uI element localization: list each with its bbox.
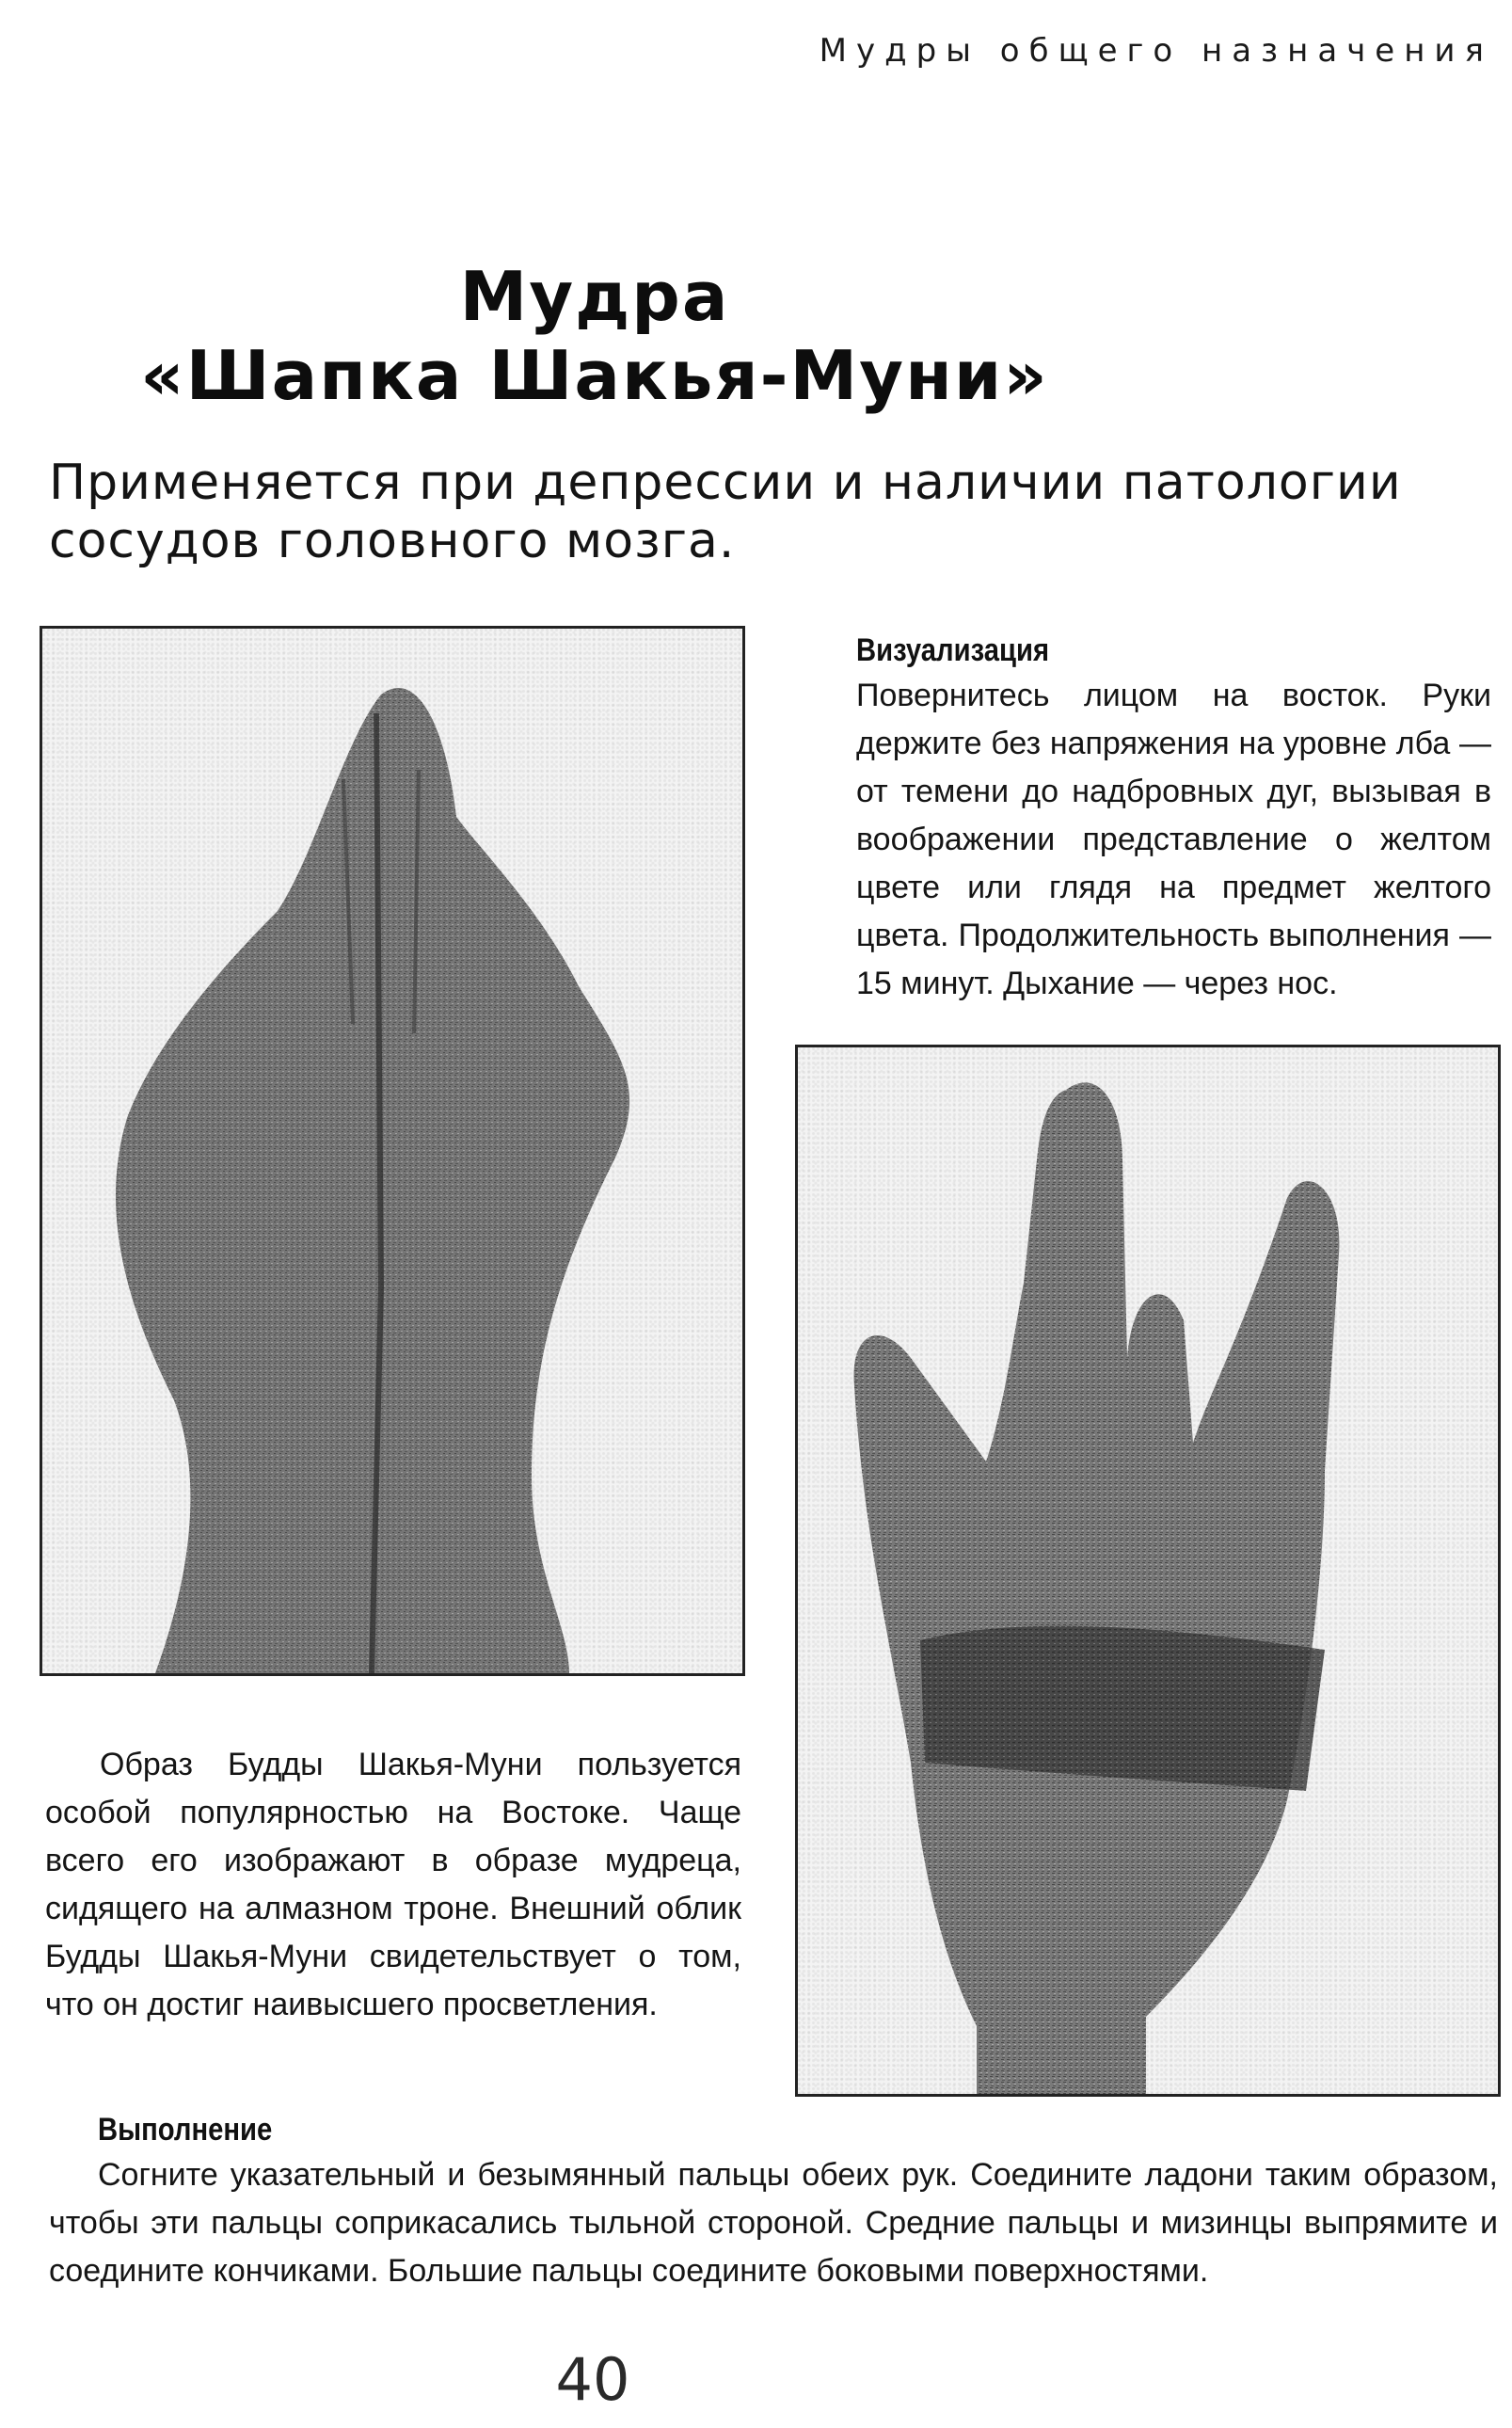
- visualization-text: Повернитесь лицом на восток. Руки держите без напряжения на уровне лба — от темени до надбровных дуг, вызывая в воображении представление о желтом цвете или глядя на предмет желтого цвета. Продолжительность выполнения — 15 минут. Дыхание — через нос.: [856, 678, 1491, 1001]
- running-title: Мудры общего назначения: [819, 32, 1493, 70]
- execution-heading: Выполнение: [98, 2112, 273, 2148]
- page-number: 40: [555, 2345, 630, 2414]
- mudra-hands-photo-front: [40, 626, 745, 1676]
- page-subtitle: Применяется при депрессии и наличии патологии сосудов головного мозга.: [49, 455, 1402, 569]
- buddha-note-text: Образ Будды Шакья-Муни пользуется особой популярностью на Востоке. Чаще всего его изображают в образе мудреца, сидящего на алмазном троне. Внешний облик Будды Шакья-Муни свидетельствует о том, что он достиг наивысшего просветления.: [45, 1747, 741, 2022]
- mudra-hand-photo-back: [795, 1045, 1501, 2097]
- visualization-heading: Визуализация: [856, 632, 1050, 668]
- page-title-line-2: «Шапка Шакья-Муни»: [140, 336, 1049, 415]
- hands-front-illustration: [42, 629, 742, 1673]
- hand-back-illustration: [798, 1047, 1498, 2094]
- execution-text: Согните указательный и безымянный пальцы обеих рук. Соедините ладони таким образом, чтобы эти пальцы соприкасались тыльной стороной. Средние пальцы и мизинцы выпрямите и соедините кончиками. Большие пальцы соедините боковыми поверхностями.: [49, 2157, 1498, 2289]
- page-title-line-1: Мудра: [459, 257, 730, 336]
